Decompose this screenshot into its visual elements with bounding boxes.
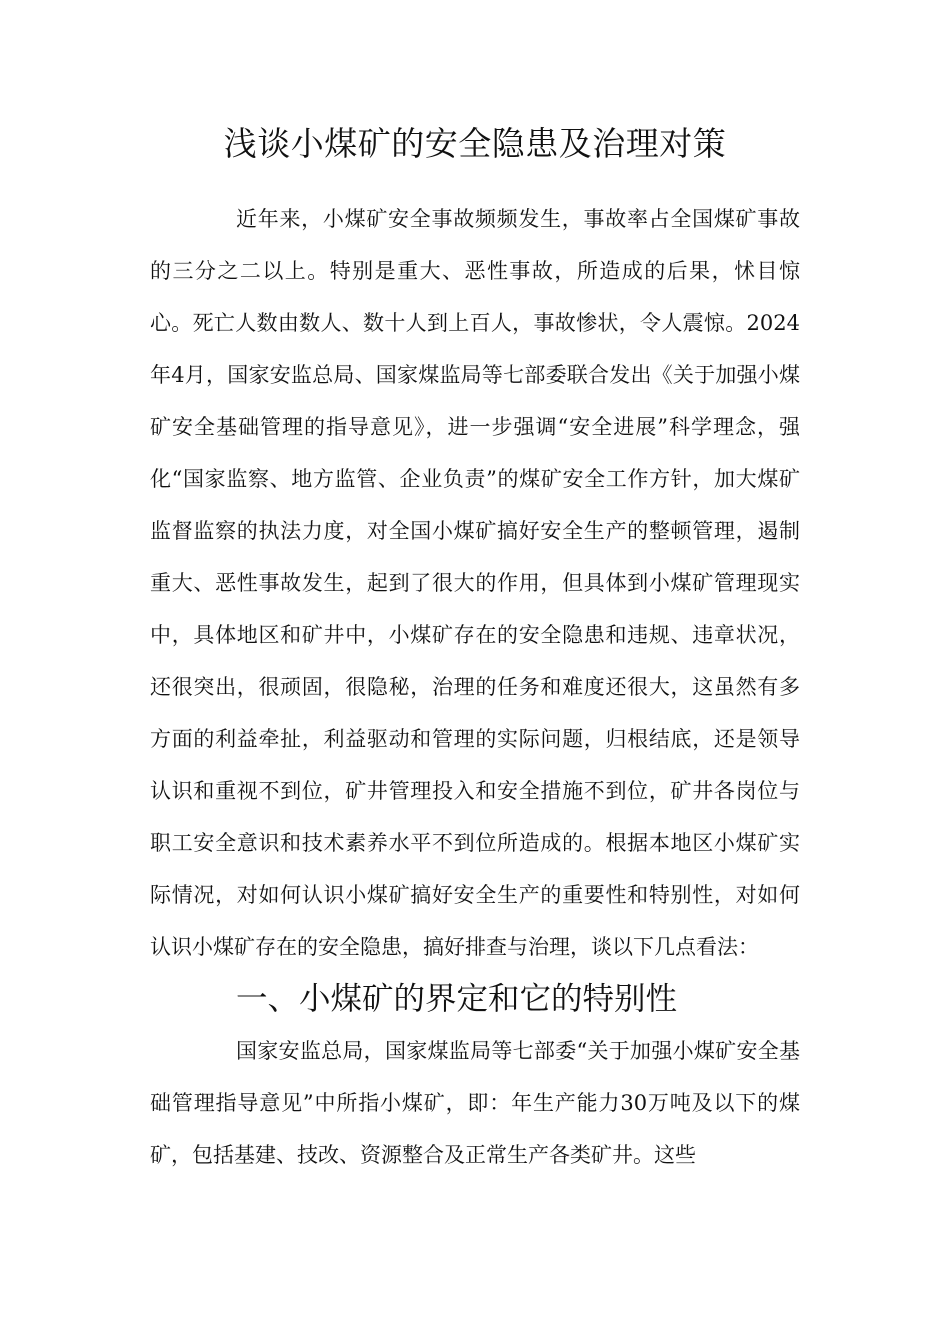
document-body <box>150 193 800 1181</box>
intro-paragraph: 近年来，小煤矿安全事故频频发生，事故率占全国煤矿事故的三分之二以上。特别是重大、恶性事故，所造成的后果，怵目惊心。死亡人数由数人、数十人到上百人，事故惨状，令人震惊。2024年4月，国家安监总局、国家煤监局等七部委联合发出《关于加强小煤矿安全基础管理的指导意见》，进一步强调“安全进展”科学理念，强化“国家监察、地方监管、企业负责”的煤矿安全工作方针，加大煤矿监督监察的执法力度，对全国小煤矿搞好安全生产的整顿管理，遏制重大、恶性事故发生，起到了很大的作用，但具体到小煤矿管理现实中，具体地区和矿井中，小煤矿存在的安全隐患和违规、违章状况，还很突出，很顽固，很隐秘，治理的任务和难度还很大，这虽然有多方面的利益牵扯，利益驱动和管理的实际问题，归根结底，还是领导认识和重视不到位，矿井管理投入和安全措施不到位，矿井各岗位与职工安全意识和技术素养水平不到位所造成的。根据本地区小煤矿实际情况，对如何认识小煤矿搞好安全生产的重要性和特别性，对如何认识小煤矿存在的安全隐患，搞好排查与治理，谈以下几点看法： <box>150 207 800 959</box>
section-paragraph: 国家安监总局，国家煤监局等七部委“关于加强小煤矿安全基础管理指导意见”中所指小煤矿，即：年生产能力30万吨及以下的煤矿，包括基建、技改、资源整合及正常生产各类矿井。这些 <box>150 1039 800 1167</box>
document-title: 浅谈小煤矿的安全隐患及治理对策 <box>223 124 727 163</box>
section-heading: 一、小煤矿的界定和它的特别性 <box>236 981 678 1017</box>
